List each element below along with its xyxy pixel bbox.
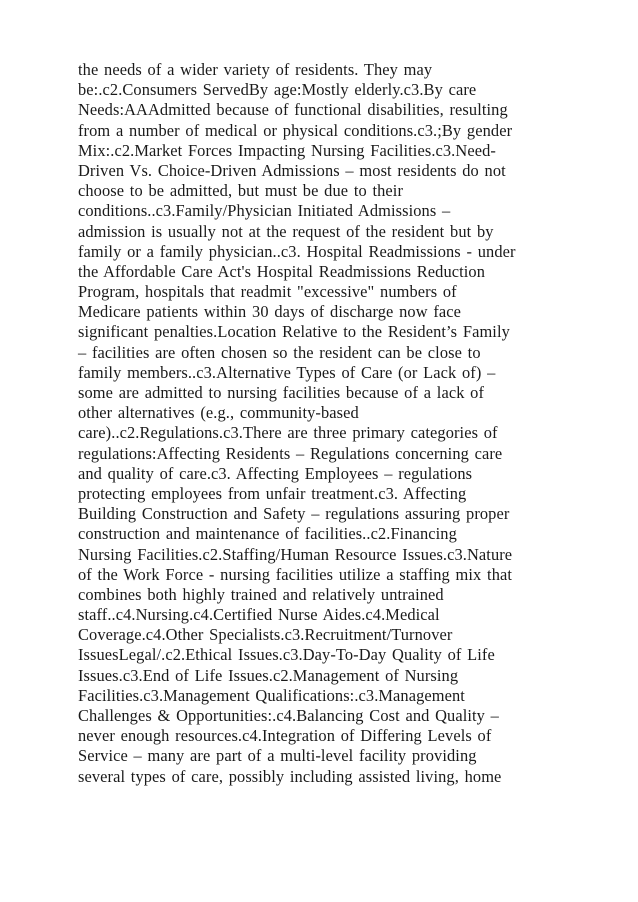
text-line: never enough resources.c4.Integration of Differing Levels of bbox=[78, 726, 492, 746]
text-line: family or a family physician..c3. Hospital Readmissions - under bbox=[78, 241, 516, 261]
text-line: – facilities are often chosen so the resident can be close to bbox=[78, 342, 481, 362]
text-line: combines both highly trained and relatively untrained bbox=[78, 584, 444, 604]
text-line: care)..c2.Regulations.c3.There are three primary categories of bbox=[78, 423, 498, 443]
text-line: choose to be admitted, but must be due to their bbox=[78, 181, 404, 201]
text-line: Coverage.c4.Other Specialists.c3.Recruitment/Turnover bbox=[78, 625, 453, 645]
text-line: from a number of medical or physical conditions.c3.;By gender bbox=[78, 120, 513, 140]
text-line: IssuesLegal/.c2.Ethical Issues.c3.Day-To-Day Quality of Life bbox=[78, 645, 495, 665]
text-line: the needs of a wider variety of residents. They may bbox=[78, 60, 433, 79]
text-line: regulations:Affecting Residents – Regulations concerning care bbox=[78, 443, 503, 463]
text-line: Facilities.c3.Management Qualifications:.c3.Management bbox=[78, 685, 465, 705]
text-line: significant penalties.Location Relative to the Resident’s Family bbox=[78, 322, 510, 342]
text-line: Nursing Facilities.c2.Staffing/Human Resource Issues.c3.Nature bbox=[78, 544, 513, 564]
text-line: protecting employees from unfair treatment.c3. Affecting bbox=[78, 483, 467, 503]
text-line: admission is usually not at the request of the resident but by bbox=[78, 221, 494, 241]
text-line: Issues.c3.End of Life Issues.c2.Management of Nursing bbox=[78, 665, 459, 685]
text-line: Medicare patients within 30 days of discharge now face bbox=[78, 302, 462, 322]
text-line: staff..c4.Nursing.c4.Certified Nurse Aides.c4.Medical bbox=[78, 605, 440, 625]
text-line: construction and maintenance of facilities..c2.Financing bbox=[78, 524, 457, 544]
text-line: Mix:.c2.Market Forces Impacting Nursing Facilities.c3.Need- bbox=[78, 140, 496, 160]
text-line: conditions..c3.Family/Physician Initiated Admissions – bbox=[78, 201, 451, 221]
text-line: Building Construction and Safety – regulations assuring proper bbox=[78, 504, 510, 524]
text-line: Challenges & Opportunities:.c4.Balancing Cost and Quality – bbox=[78, 706, 499, 725]
text-line: Service – many are part of a multi-level facility providing bbox=[78, 746, 477, 766]
text-line: Needs:AAAdmitted because of functional disabilities, resulting bbox=[78, 100, 508, 120]
text-line: several types of care, possibly including assisted living, home bbox=[78, 766, 502, 786]
body-text bbox=[78, 60, 578, 787]
text-line: Program, hospitals that readmit "excessive" numbers of bbox=[78, 282, 457, 302]
text-line: Driven Vs. Choice-Driven Admissions – most residents do not bbox=[78, 160, 506, 180]
text-line: and quality of care.c3. Affecting Employees – regulations bbox=[78, 463, 473, 483]
text-line: family members..c3.Alternative Types of Care (or Lack of) – bbox=[78, 362, 496, 382]
text-line: other alternatives (e.g., community-based bbox=[78, 403, 359, 423]
text-line: be:.c2.Consumers ServedBy age:Mostly elderly.c3.By care bbox=[78, 80, 477, 100]
text-line: some are admitted to nursing facilities because of a lack of bbox=[78, 383, 485, 402]
text-line: the Affordable Care Act's Hospital Readmissions Reduction bbox=[78, 261, 486, 281]
text-line: of the Work Force - nursing facilities utilize a staffing mix that bbox=[78, 564, 513, 584]
